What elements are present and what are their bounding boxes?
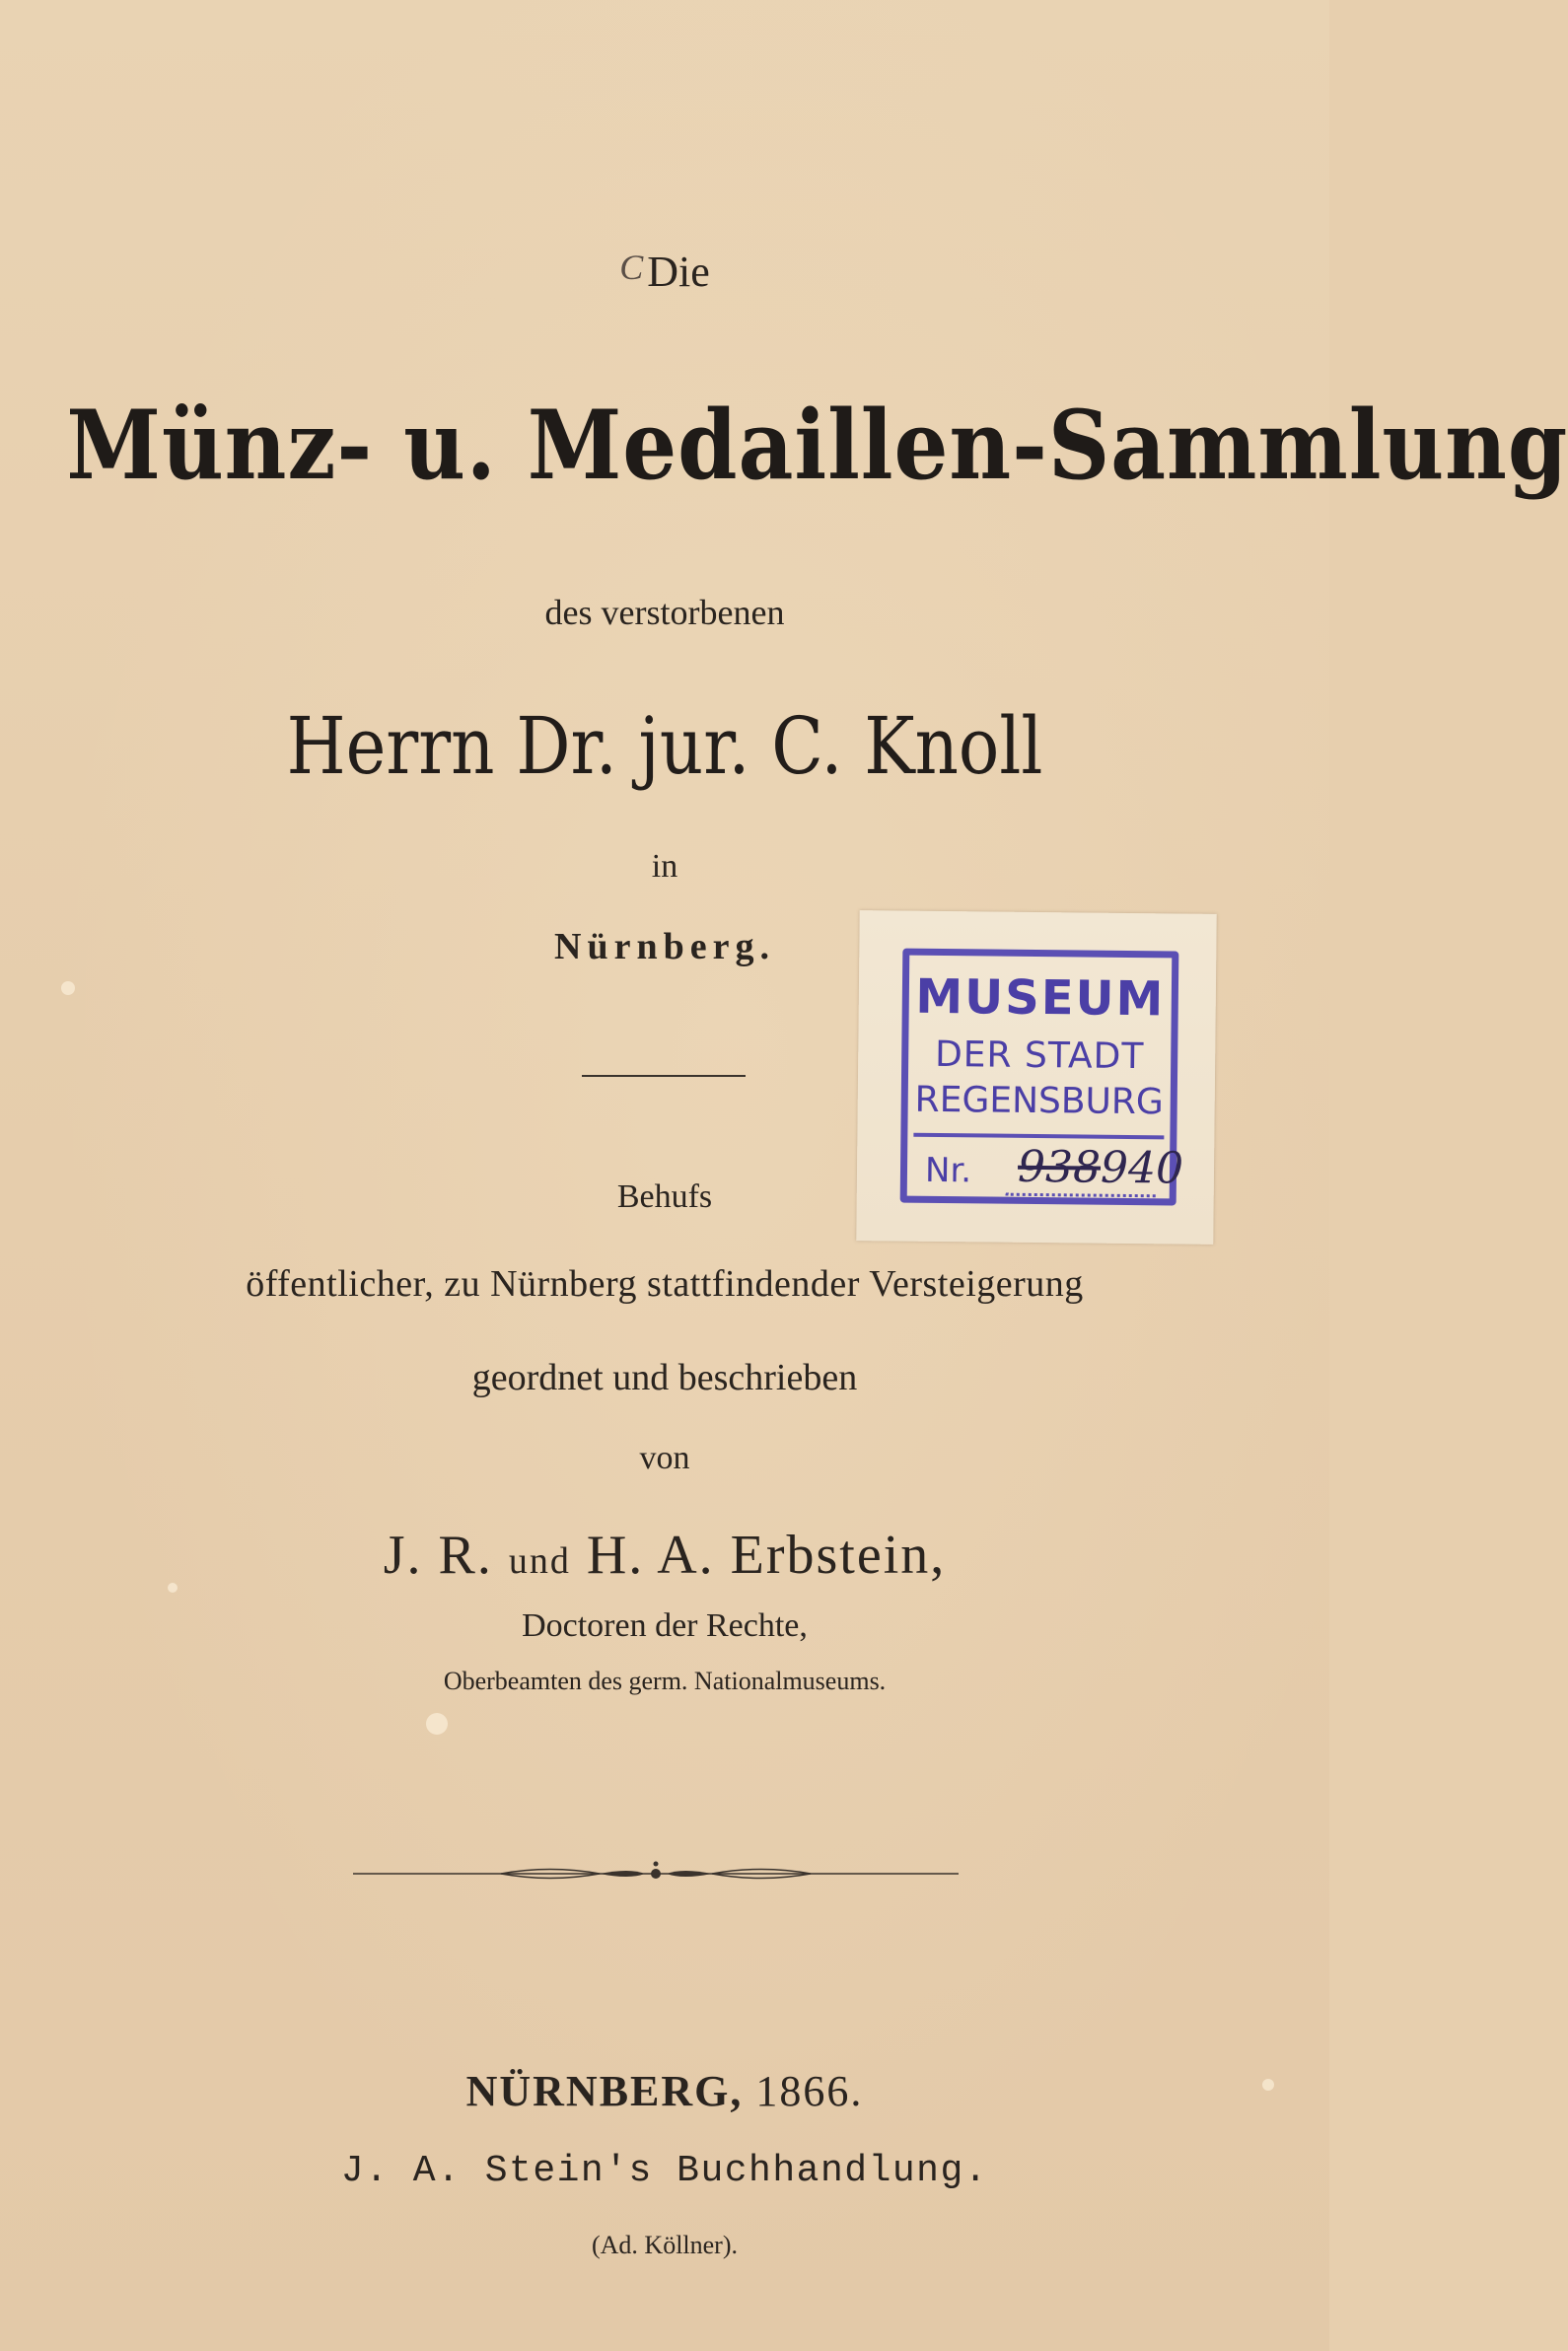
- oberbeamten-line: Oberbeamten des germ. Nationalmuseums.: [443, 1667, 887, 1695]
- main-title: Münz- u. Medaillen-Sammlung: [66, 390, 1568, 501]
- collector-name: Herrn Dr. jur. C. Knoll: [286, 700, 1043, 792]
- ornamental-rule: [353, 1859, 959, 1888]
- title-die: [0, 247, 1329, 297]
- publisher-name: J. A. Stein's Buchhandlung.: [340, 2150, 989, 2192]
- auction-line: öffentlicher, zu Nürnberg stattfindender Versteigerung: [246, 1263, 1084, 1305]
- geordnet-line: geordnet und beschrieben: [471, 1357, 858, 1398]
- von-text: von: [639, 1440, 690, 1476]
- die-text: Die: [647, 248, 710, 296]
- author-second: H. A. Erbstein,: [586, 1525, 947, 1586]
- stamp-regensburg: REGENSBURG: [914, 1079, 1165, 1123]
- stamp-museum: MUSEUM: [915, 968, 1166, 1028]
- stamp-number: 940: [1100, 1142, 1184, 1194]
- imprint-city: NÜRNBERG,: [465, 2067, 744, 2115]
- paper-speck: [61, 981, 75, 995]
- pencil-mark: C: [619, 248, 644, 287]
- short-divider: [582, 1075, 746, 1077]
- location-text: Nürnberg.: [554, 926, 775, 967]
- stamp-separator: [913, 1133, 1164, 1140]
- stamp-inventory-number: [1018, 1142, 1183, 1194]
- stamp-dotted-line: [1006, 1193, 1156, 1198]
- paper-speck: [426, 1713, 448, 1735]
- author-first: J. R.: [383, 1525, 493, 1586]
- author-und: und: [508, 1540, 571, 1582]
- authors-line: [0, 1524, 1329, 1587]
- stamp-nr-label: Nr.: [924, 1150, 972, 1191]
- des-verstorbenen: des verstorbenen: [544, 593, 785, 632]
- imprint-city-year: [0, 2066, 1329, 2116]
- museum-stamp: [900, 949, 1184, 1206]
- behufs-text: Behufs: [616, 1178, 713, 1215]
- publisher-owner: (Ad. Köllner).: [591, 2231, 738, 2259]
- doctoren-line: Doctoren der Rechte,: [522, 1607, 808, 1644]
- imprint-year: 1866.: [755, 2067, 864, 2115]
- in-text: in: [651, 848, 678, 885]
- stamp-der-stadt: DER STADT: [934, 1033, 1145, 1078]
- museum-stamp-label: [856, 910, 1216, 1245]
- stamp-struck-number: 938: [1017, 1141, 1102, 1193]
